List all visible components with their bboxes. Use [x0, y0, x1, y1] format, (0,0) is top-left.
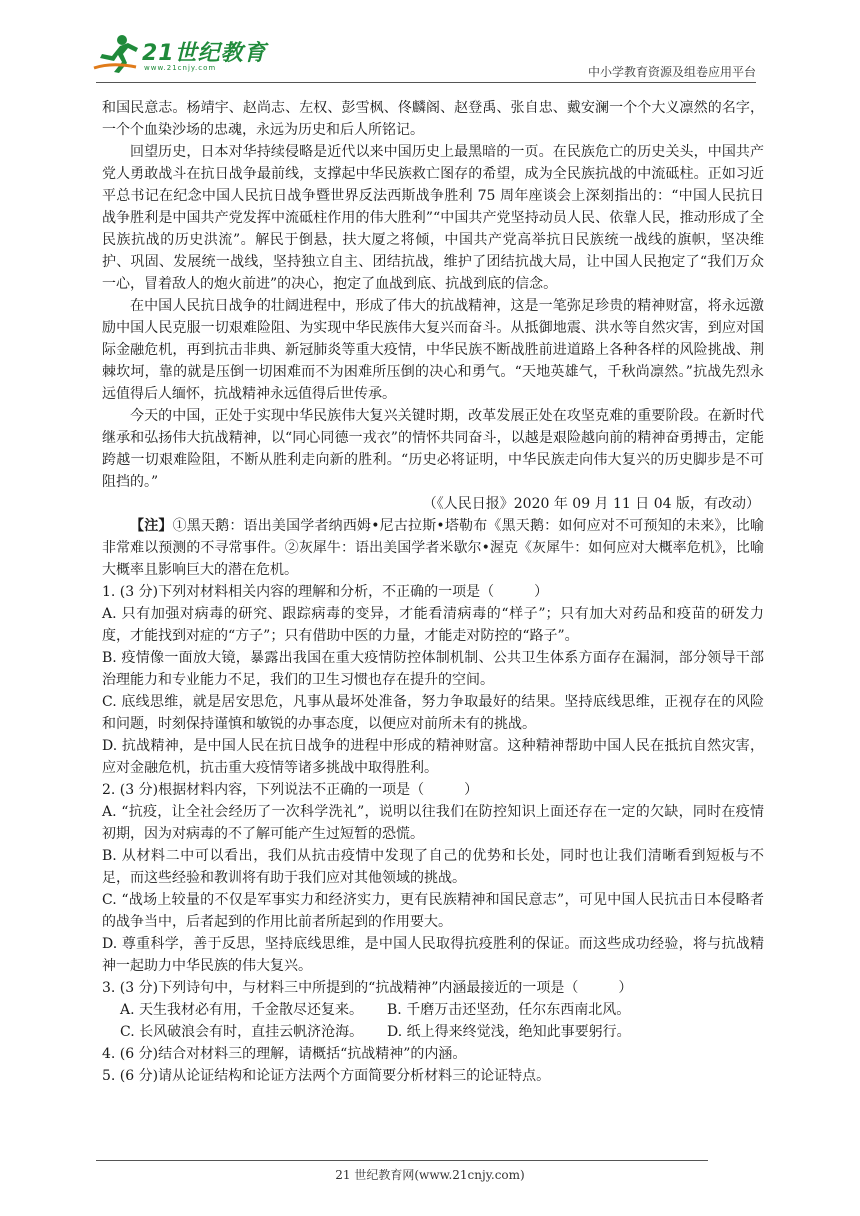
- runner-logo-icon: [92, 34, 140, 74]
- passage-paragraph: 回望历史，日本对华持续侵略是近代以来中国历史上最黑暗的一页。在民族危亡的历史关头，中国共产党人勇敢战斗在抗日战争最前线，支撑起中华民族救亡图存的希望，成为全民族抗战的中流砥柱。正如习近平总书记在纪念中国人民抗日战争暨世界反法西斯战争胜利 75 周年座谈会上深刻指出的：“中国人民抗日战争胜利是中国共产党发挥中流砥柱作用的伟大胜利”“中国共产党坚持动员人民、依靠人民，推动形成了全民族抗战的历史洪流”。解民于倒悬，扶大厦之将倾，中国共产党高举抗日民族统一战线的旗帜，坚决维护、巩固、发展统一战线，坚持独立自主、团结抗战，维护了团结抗战大局，让中国人民抱定了“我们万众一心，冒着敌人的炮火前进”的决心，抱定了血战到底、抗战到底的信念。: [102, 144, 764, 292]
- options-row: [120, 1021, 764, 1043]
- logo-url: www.21cnjy.com: [144, 64, 217, 72]
- site-logo[interactable]: [92, 34, 292, 78]
- option-a: A. 只有加强对病毒的研究、跟踪病毒的变异，才能看清病毒的“样子”；只有加大对药品和疫苗的研发力度，才能找到对症的“方子”；只有借助中医的力量，才能走对防控的“路子”。: [102, 606, 764, 644]
- question-bracket: ）: [464, 782, 479, 798]
- option-d: D. 尊重科学，善于反思，坚持底线思维，是中国人民取得抗疫胜利的保证。而这些成功经验，将与抗战精神一起助力中华民族的伟大复兴。: [102, 936, 764, 974]
- option-c: C. 底线思维，就是居安思危，凡事从最坏处准备，努力争取最好的结果。坚持底线思维，正视存在的风险和问题，时刻保持谨慎和敏锐的办事态度，以便应对前所未有的挑战。: [102, 694, 764, 732]
- option-c: C. 长风破浪会有时，直挂云帆济沧海。: [120, 1024, 364, 1040]
- header-divider: [96, 82, 756, 83]
- page-footer[interactable]: 21 世纪教育网(www.21cnjy.com): [335, 1168, 525, 1182]
- question-stem-text: 3. (3 分)下列诗句中，与材料三中所提到的“抗战精神”内涵最接近的一项是（: [102, 980, 579, 996]
- logo-text: 21世纪教育: [142, 41, 267, 66]
- passage-note: [102, 515, 764, 581]
- question-3: [102, 977, 764, 1043]
- passage-paragraph: 在中国人民抗日战争的壮阔进程中，形成了伟大的抗战精神，这是一笔弥足珍贵的精神财富，将永远激励中国人民克服一切艰难险阻、为实现中华民族伟大复兴而奋斗。从抵御地震、洪水等自然灾害，到应对国际金融危机，再到抗击非典、新冠肺炎等重大疫情，中华民族不断战胜前进道路上各种各样的风险挑战、荆棘坎坷，靠的就是压倒一切困难而不为困难所压倒的决心和勇气。“天地英雄气，千秋尚凛然。”抗战先烈永远值得后人缅怀，抗战精神永远值得后世传承。: [102, 298, 764, 402]
- question-stem-text: 2. (3 分)根据材料内容，下列说法不正确的一项是（: [102, 782, 425, 798]
- option-d: D. 抗战精神，是中国人民在抗日战争的进程中形成的精神财富。这种精神帮助中国人民在抵抗自然灾害，应对金融危机，抗击重大疫情等诸多挑战中取得胜利。: [102, 738, 764, 776]
- passage-paragraph: 和国民意志。杨靖宇、赵尚志、左权、彭雪枫、佟麟阁、赵登禹、张自忠、戴安澜一个个大义凛然的名字，一个个血染沙场的忠魂，永远为历史和后人所铭记。: [102, 100, 764, 138]
- footer-divider: [96, 1160, 708, 1161]
- option-b: B. 从材料二中可以看出，我们从抗击疫情中发现了自己的优势和长处，同时也让我们清晰看到短板与不足，而这些经验和教训将有助于我们应对其他领域的挑战。: [102, 848, 764, 886]
- header-tagline: 中小学教育资源及组卷应用平台: [587, 65, 756, 79]
- passage-paragraph: 今天的中国，正处于实现中华民族伟大复兴关键时期，改革发展正处在攻坚克难的重要阶段。在新时代继承和弘扬伟大抗战精神，以“同心同德一戎衣”的情怀共同奋斗，以越是艰险越向前的精神奋勇搏击，定能跨越一切艰难险阻，不断从胜利走向新的胜利。“历史必将证明，中华民族走向伟大复兴的历史脚步是不可阻挡的。”: [102, 408, 764, 490]
- option-b: B. 疫情像一面放大镜，暴露出我国在重大疫情防控体制机制、公共卫生体系方面存在漏洞，部分领导干部治理能力和专业能力不足，我们的卫生习惯也存在提升的空间。: [102, 650, 764, 688]
- question-stem: [102, 977, 764, 999]
- page-header: [0, 0, 860, 90]
- question-5: 5. (6 分)请从论证结构和论证方法两个方面简要分析材料三的论证特点。: [102, 1068, 551, 1084]
- option-c: C. “战场上较量的不仅是军事实力和经济实力，更有民族精神和国民意志”，可见中国人民抗击日本侵略者的战争当中，后者起到的作用比前者所起到的作用要大。: [102, 892, 764, 930]
- options-row: [120, 999, 764, 1021]
- option-d: D. 纸上得来终觉浅，绝知此事要躬行。: [387, 1024, 631, 1040]
- document-body: [102, 97, 764, 1087]
- question-stem: [102, 581, 764, 603]
- option-a: A. 天生我材必有用，千金散尽还复来。: [120, 1002, 364, 1018]
- question-1: [102, 581, 764, 779]
- option-a: A. “抗疫，让全社会经历了一次科学洗礼”，说明以往我们在防控知识上面还存在一定的欠缺，同时在疫情初期，因为对病毒的不了解可能产生过短暂的恐慌。: [102, 804, 764, 842]
- question-stem-text: 1. (3 分)下列对材料相关内容的理解和分析，不正确的一项是（: [102, 584, 495, 600]
- note-label: 【注】: [130, 518, 173, 534]
- question-4: 4. (6 分)结合对材料三的理解，请概括“抗战精神”的内涵。: [102, 1046, 467, 1062]
- option-b: B. 千磨万击还坚劲，任尔东西南北风。: [387, 1002, 631, 1018]
- question-stem: [102, 779, 764, 801]
- passage-source: （《人民日报》2020 年 09 月 11 日 04 版，有改动）: [422, 496, 760, 512]
- question-2: [102, 779, 764, 977]
- question-bracket: ）: [534, 584, 549, 600]
- question-bracket: ）: [618, 980, 633, 996]
- note-text: ①黑天鹅：语出美国学者纳西姆•尼古拉斯•塔勒布《黑天鹅：如何应对不可预知的未来》，比喻非常难以预测的不寻常事件。②灰犀牛：语出美国学者米歇尔•渥克《灰犀牛：如何应对大概率危机》，比喻大概率且影响巨大的潜在危机。: [102, 518, 765, 578]
